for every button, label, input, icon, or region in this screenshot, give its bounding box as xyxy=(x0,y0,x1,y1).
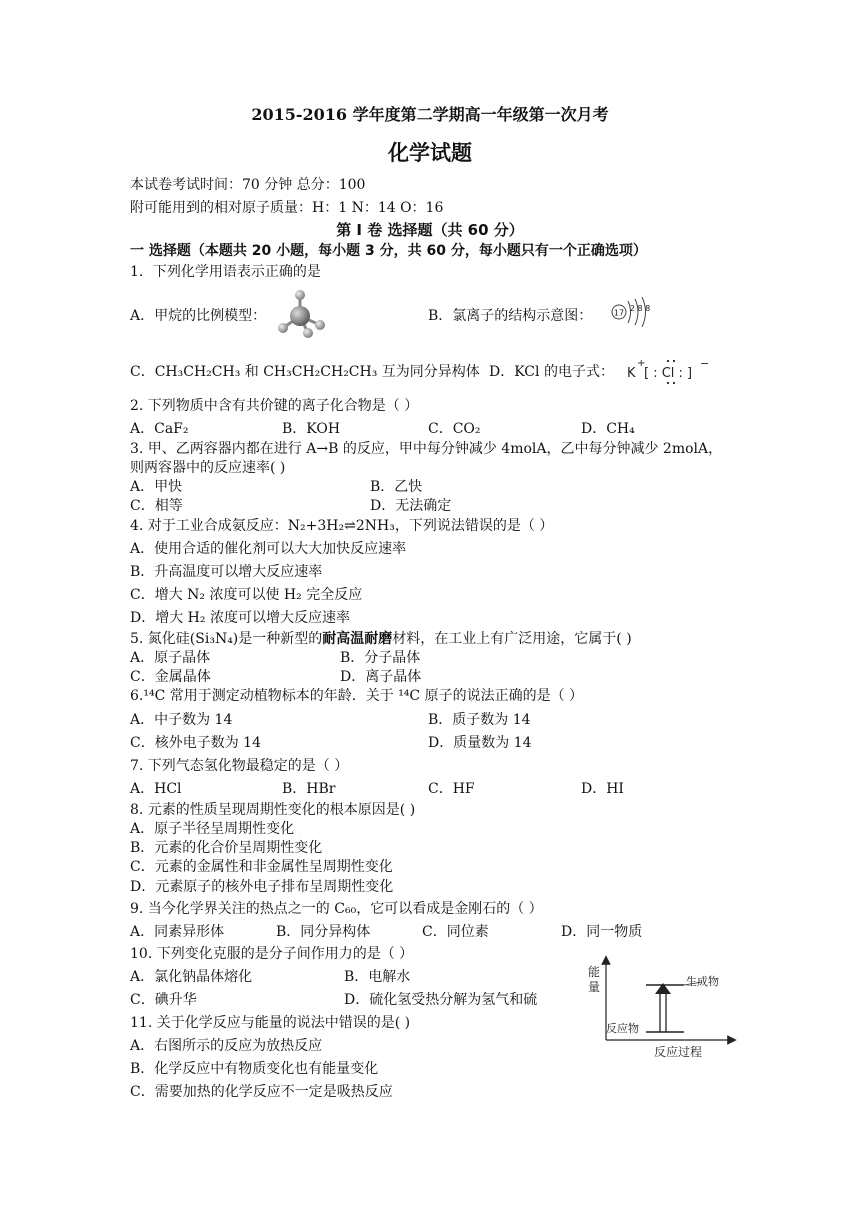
q10-option-b: B．电解水 xyxy=(344,969,411,985)
q8-option-b: B．元素的化合价呈周期性变化 xyxy=(130,840,323,856)
ion-shells-label: 2 8 8 xyxy=(629,304,651,313)
methane-model-icon xyxy=(270,288,332,340)
q2-option-a: A．CaF₂ xyxy=(130,421,189,437)
q11-stem: 11. 关于化学反应与能量的说法中错误的是( ) xyxy=(130,1015,411,1031)
q9-option-a: A．同素异形体 xyxy=(130,924,225,940)
q5-stem-post: 材料，在工业上有广泛用途，它属于( ) xyxy=(392,631,632,647)
q3-option-b: B．乙快 xyxy=(370,479,423,495)
q6-option-a: A．中子数为 14 xyxy=(130,712,233,728)
q3-option-a: A．甲快 xyxy=(130,479,183,495)
q2-option-b: B．KOH xyxy=(282,421,341,437)
q5-option-a: A．原子晶体 xyxy=(130,650,211,666)
q5-option-c: C．金属晶体 xyxy=(130,669,211,685)
svg-text:+: + xyxy=(637,358,646,369)
q5-option-d: D．离子晶体 xyxy=(340,669,422,685)
exam-title: 2015-2016 学年度第二学期高一年级第一次月考 xyxy=(251,105,609,124)
q4-option-b: B．升高温度可以增大反应速率 xyxy=(130,564,323,580)
ion-core-label: 17 xyxy=(613,308,625,318)
q3-option-d: D．无法确定 xyxy=(370,498,452,514)
q11-option-a: A．右图所示的反应为放热反应 xyxy=(130,1038,323,1054)
svg-text:−: − xyxy=(700,357,710,370)
q5-stem xyxy=(130,631,632,648)
q5-stem-bold: 耐高温耐磨 xyxy=(322,631,393,647)
exam-meta-time: 本试卷考试时间：70 分钟 总分：100 xyxy=(130,177,366,193)
q4-option-c: C．增大 N₂ 浓度可以使 H₂ 完全反应 xyxy=(130,587,363,603)
q1-option-c: C．CH₃CH₂CH₃ 和 CH₃CH₂CH₂CH₃ 互为同分异构体 xyxy=(130,364,480,380)
q6-stem: 6.¹⁴C 常用于测定动植物标本的年龄．关于 ¹⁴C 原子的说法正确的是（ ） xyxy=(130,688,584,704)
q8-stem: 8. 元素的性质呈现周期性变化的根本原因是( ) xyxy=(130,802,416,818)
q11-option-b: B．化学反应中有物质变化也有能量变化 xyxy=(130,1061,379,1077)
q11-option-c: C．需要加热的化学反应不一定是吸热反应 xyxy=(130,1084,393,1100)
q4-option-a: A．使用合适的催化剂可以大大加快反应速率 xyxy=(130,541,407,557)
q2-option-d: D．CH₄ xyxy=(581,421,635,437)
exam-meta-mass: 附可能用到的相对原子质量：H：1 N：14 O：16 xyxy=(130,200,444,216)
diagram-ylabel-top: 能 xyxy=(588,965,601,979)
q7-option-b: B．HBr xyxy=(282,781,336,797)
q8-option-d: D．元素原子的核外电子排布呈周期性变化 xyxy=(130,879,394,895)
q7-option-c: C．HF xyxy=(428,781,475,797)
section-instruction: 一 选择题（本题共 20 小题，每小题 3 分，共 60 分，每小题只有一个正确选项） xyxy=(130,243,647,259)
diagram-reactant-label: 反应物 xyxy=(606,1022,639,1035)
kcl-electron-formula-icon xyxy=(626,355,710,387)
diagram-xlabel: 反应过程 xyxy=(654,1045,703,1059)
q5-option-b: B．分子晶体 xyxy=(340,650,421,666)
subject-title: 化学试题 xyxy=(388,140,472,165)
q1-stem: 1．下列化学用语表示正确的是 xyxy=(130,264,321,280)
q5-stem-pre: 5. 氮化硅(Si₃N₄)是一种新型的 xyxy=(130,631,323,647)
q3-option-c: C．相等 xyxy=(130,498,183,514)
q7-stem: 7. 下列气态氢化物最稳定的是（ ） xyxy=(130,758,349,774)
q7-option-a: A．HCl xyxy=(130,781,182,797)
q10-option-d: D．硫化氢受热分解为氢气和硫 xyxy=(344,992,538,1008)
q10-stem: 10. 下列变化克服的是分子间作用力的是（ ） xyxy=(130,946,414,962)
q9-stem: 9. 当今化学界关注的热点之一的 C₆₀，它可以看成是金刚石的（ ） xyxy=(130,901,543,917)
q2-stem: 2. 下列物质中含有共价键的离子化合物是（ ） xyxy=(130,398,419,414)
q7-option-d: D．HI xyxy=(581,781,624,797)
energy-diagram xyxy=(584,952,744,1062)
section-title: 第 Ⅰ 卷 选择题（共 60 分） xyxy=(336,221,524,239)
q4-option-d: D．增大 H₂ 浓度可以增大反应速率 xyxy=(130,610,350,626)
kcl-k-symbol: K xyxy=(627,366,636,381)
q1-option-a: A．甲烷的比例模型： xyxy=(130,308,267,324)
q1-option-b: B．氯离子的结构示意图： xyxy=(428,308,593,324)
q8-option-c: C．元素的金属性和非金属性呈周期性变化 xyxy=(130,859,393,875)
q4-stem: 4. 对于工业合成氨反应：N₂+3H₂⇌2NH₃，下列说法错误的是（ ） xyxy=(130,518,554,534)
q3-stem-line1: 3. 甲、乙两容器内都在进行 A→B 的反应，甲中每分钟减少 4molA，乙中每分钟减少 2molA， xyxy=(130,441,723,457)
diagram-product-label: 生成物 xyxy=(686,975,719,988)
q6-option-b: B．质子数为 14 xyxy=(428,712,531,728)
q6-option-d: D．质量数为 14 xyxy=(428,735,532,751)
q9-option-b: B．同分异构体 xyxy=(276,924,371,940)
q8-option-a: A．原子半径呈周期性变化 xyxy=(130,821,295,837)
q1-option-d: D．KCl 的电子式： xyxy=(489,364,614,380)
q2-option-c: C．CO₂ xyxy=(428,421,481,437)
q9-option-d: D．同一物质 xyxy=(561,924,643,940)
q10-option-c: C．碘升华 xyxy=(130,992,197,1008)
q9-option-c: C．同位素 xyxy=(422,924,489,940)
kcl-cl-symbol: [ : Cl : ] xyxy=(644,366,693,381)
q3-stem-line2: 则两容器中的反应速率( ) xyxy=(130,460,286,476)
q6-option-c: C．核外电子数为 14 xyxy=(130,735,261,751)
q10-option-a: A．氯化钠晶体熔化 xyxy=(130,969,253,985)
chloride-ion-structure-icon xyxy=(610,296,658,328)
diagram-ylabel-bottom: 量 xyxy=(588,980,601,994)
